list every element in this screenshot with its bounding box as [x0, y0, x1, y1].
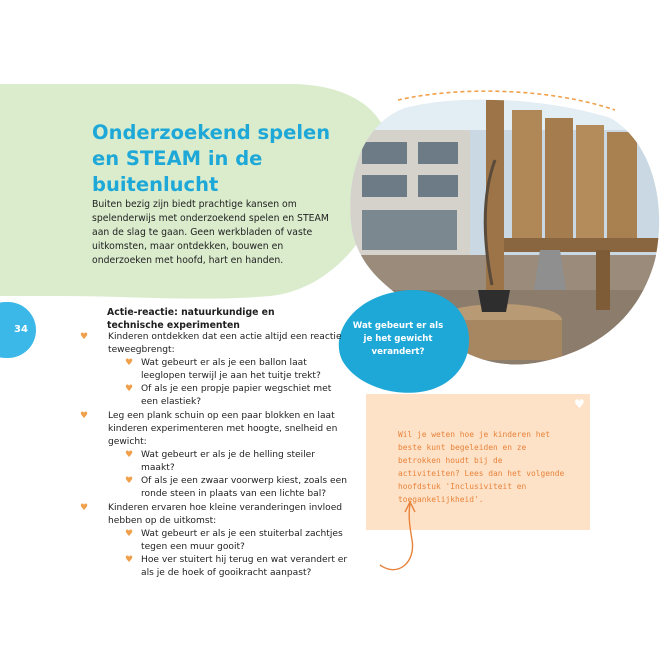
tip-text: Wil je weten hoe je kinderen het beste kunt begeleiden en ze betrokken houdt bij de activiteiten? Lees dan het volgende hoofdstuk 'Inclusiviteit en toegankelijkheid'. [398, 430, 565, 504]
heart-icon: ♥ [80, 411, 89, 421]
list-item: ♥ Kinderen ontdekken dat een actie altijd een reactie teweegbrengt: [80, 332, 342, 355]
heart-icon: ♥ [125, 476, 134, 486]
list-item: ♥ Wat gebeurt er als je de helling steiler maakt? [125, 450, 316, 473]
section-heading: Actie-reactie: natuurkundige en technische experimenten [107, 307, 275, 331]
list-item: ♥ Wat gebeurt er als je een ballon laat leeglopen terwijl je aan het tuitje trekt? [125, 358, 321, 381]
list-item: ♥ Wat gebeurt er als je een stuiterbal zachtjes tegen een muur gooit? [125, 529, 343, 552]
heart-icon: ♥ [80, 503, 89, 513]
intro-paragraph: Buiten bezig zijn biedt prachtige kansen om spelenderwijs met onderzoekend spelen en STEAM aan de slag te gaan. Geen werkbladen of vaste uitkomsten, maar ontdekken, bouwen en onderzoeken met hoofd, hart en handen. [92, 199, 329, 266]
question-bubble-text: Wat gebeurt er als je het gewicht verandert? [352, 321, 444, 357]
page-number: 34 [14, 324, 28, 335]
list-item: ♥ Leg een plank schuin op een paar blokken en laat kinderen experimenteren met hoogte, snelheid en gewicht: [80, 411, 338, 447]
list-item: ♥ Kinderen ervaren hoe kleine veranderingen invloed hebben op de uitkomst: [80, 503, 343, 526]
heart-icon: ♥ [125, 358, 134, 368]
heart-icon: ♥ [125, 529, 134, 539]
list-item: ♥ Hoe ver stuitert hij terug en wat verandert er als je de hoek of gooikracht aanpast? [125, 555, 348, 578]
page-title: Onderzoekend spelen en STEAM in de buitenlucht [92, 121, 331, 196]
heart-icon: ♥ [574, 397, 585, 411]
heart-icon: ♥ [125, 450, 134, 460]
list-item: ♥ Of als je een zwaar voorwerp kiest, zoals een ronde steen in plaats van een lichte bal? [125, 476, 347, 499]
heart-icon: ♥ [125, 555, 134, 565]
heart-icon: ♥ [125, 384, 134, 394]
list-item: ♥ Of als je een propje papier wegschiet met een elastiek? [125, 384, 332, 407]
heart-icon: ♥ [80, 332, 89, 342]
